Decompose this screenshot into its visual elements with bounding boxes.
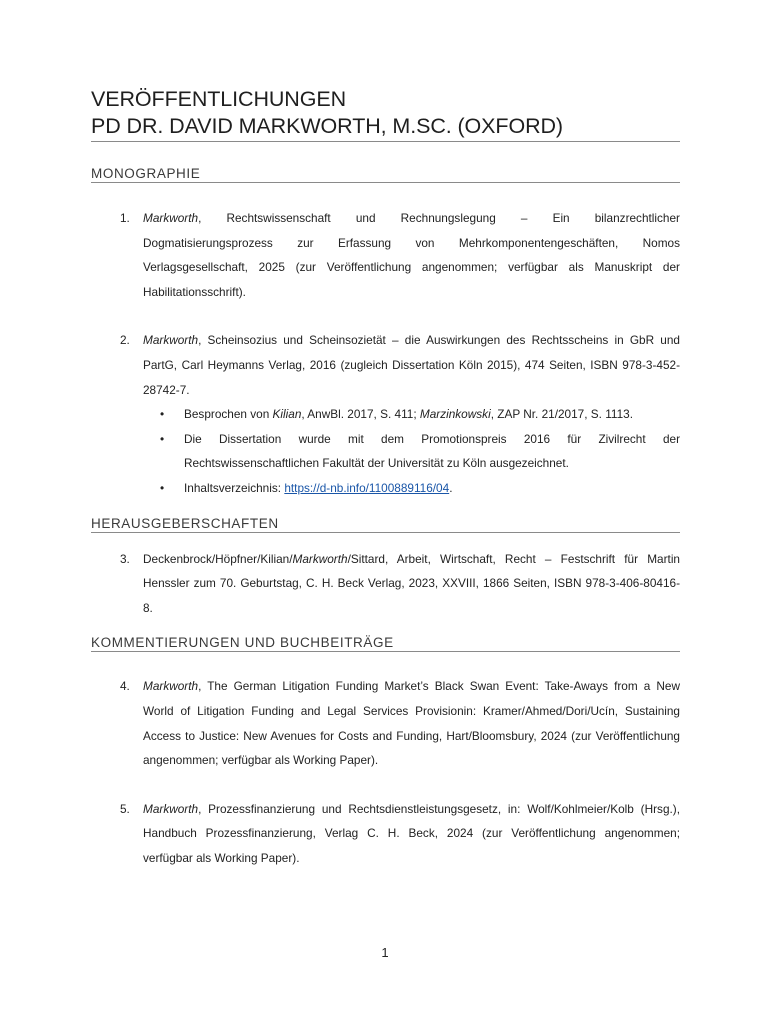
- note-toc: [143, 476, 680, 501]
- note-text: Die Dissertation wurde mit dem Promotionspreis 2016 für Zivilrecht der Rechtswissenschaftlichen Fakultät der Universität zu Köln ausgezeichnet.: [184, 431, 680, 471]
- entry-text: , Scheinsozius und Scheinsozietät – die Auswirkungen des Rechtsscheins in GbR und PartG, Carl Heymanns Verlag, 2016 (zugleich Dissertation Köln 2015), 474 Seiten, ISBN 978-3-452-28742-7.: [143, 333, 680, 397]
- page-title: [91, 86, 680, 142]
- entry-author: Markworth: [292, 551, 348, 566]
- publication-entry: [91, 674, 680, 772]
- note-text: Inhaltsverzeichnis:: [184, 480, 285, 495]
- entry-number: 5.: [120, 801, 130, 816]
- title-line-1: VERÖFFENTLICHUNGEN: [91, 87, 347, 111]
- reviewer-name: Marzinkowski: [419, 407, 491, 422]
- toc-link[interactable]: https://d-nb.info/1100889116/04: [284, 480, 450, 495]
- section-heading-monographie: MONOGRAPHIE: [91, 166, 680, 183]
- note-text: .: [449, 480, 453, 495]
- note-text: , AnwBl. 2017, S. 411;: [301, 407, 420, 422]
- entry-editors: Deckenbrock/Höpfner/Kilian/: [143, 551, 293, 566]
- bullet-icon: •: [160, 480, 165, 495]
- entry-text: , The German Litigation Funding Market’s Black Swan Event: Take-Aways from a New World of Litigation Funding and Legal Services Provisionin: Kramer/Ahmed/Dori/Ucín, Sustaining Access to Justice: New Avenues for Costs and Funding, Hart/Bloomsbury, 2024 (zur Veröffentlichung angenommen; verfügbar als Working Paper).: [143, 679, 680, 768]
- bullet-icon: •: [160, 407, 165, 422]
- entry-author: Markworth: [143, 211, 199, 225]
- publication-entry: [91, 328, 680, 500]
- note-text: Besprochen von: [184, 407, 273, 422]
- entry-number: 4.: [120, 679, 130, 694]
- entry-number: 3.: [120, 551, 130, 566]
- entry-text: , Prozessfinanzierung und Rechtsdienstleistungsgesetz, in: Wolf/Kohlmeier/Kolb (Hrsg.), Handbuch Prozessfinanzierung, Verlag C. H. Beck, 2024 (zur Veröffentlichung angenommen; verfügbar als Working Paper).: [143, 801, 680, 865]
- herausgeberschaften-list: [91, 547, 680, 621]
- publication-entry: [91, 797, 680, 871]
- page-number: 1: [381, 945, 389, 960]
- bullet-icon: •: [160, 431, 165, 446]
- entry-author: Markworth: [143, 333, 199, 348]
- note-text: , ZAP Nr. 21/2017, S. 1113.: [490, 407, 633, 422]
- note-review: [143, 402, 680, 427]
- entry-notes: [143, 402, 680, 500]
- kommentierungen-list: [91, 674, 680, 870]
- entry-text: , Rechtswissenschaft und Rechnungslegung – Ein bilanzrechtlicher Dogmatisierungsprozess zur Erfassung von Mehrkomponentengeschäften, Nomos Verlagsgesellschaft, 2025 (zur Veröffentlichung angenommen; verfügbar als Manuskript der Habilitationsschrift).: [143, 211, 680, 299]
- publication-entry: [91, 547, 680, 621]
- entry-author: Markworth: [143, 801, 199, 816]
- document-page: [91, 86, 680, 870]
- entry-number: 2.: [120, 333, 130, 348]
- reviewer-name: Kilian: [272, 407, 302, 422]
- section-heading-kommentierungen: KOMMENTIERUNGEN UND BUCHBEITRÄGE: [91, 635, 680, 652]
- entry-text: /Sittard, Arbeit, Wirtschaft, Recht – Festschrift für Martin Henssler zum 70. Geburtstag, C. H. Beck Verlag, 2023, XXVIII, 1866 Seiten, ISBN 978-3-406-80416-8.: [143, 551, 680, 615]
- publication-entry: [91, 206, 680, 304]
- note-award: [143, 427, 680, 476]
- entry-number: 1.: [120, 211, 130, 225]
- monographie-list: [91, 206, 680, 501]
- section-heading-herausgeberschaften: HERAUSGEBERSCHAFTEN: [91, 516, 680, 533]
- title-line-2: PD DR. DAVID MARKWORTH, M.SC. (OXFORD): [91, 114, 563, 138]
- entry-author: Markworth: [143, 679, 199, 694]
